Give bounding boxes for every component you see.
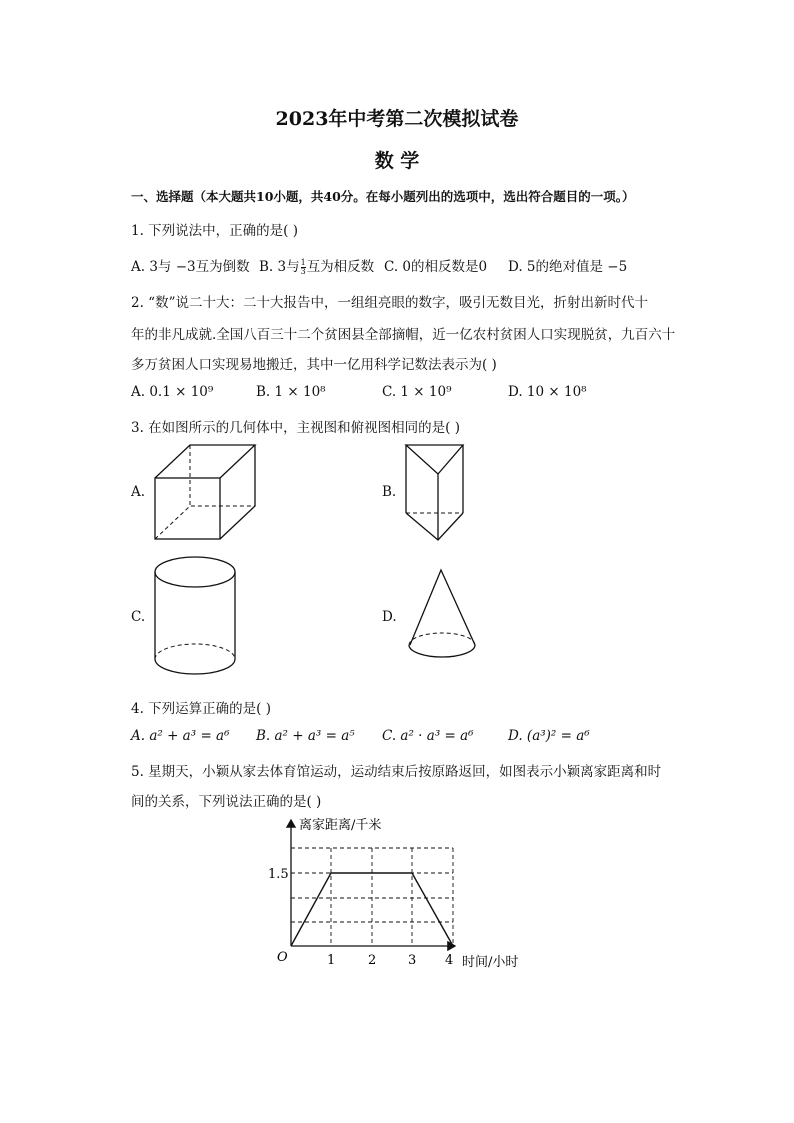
q1-option-d: D. 5的绝对值是 −5 (508, 259, 628, 275)
question-2-line-2: 年的非凡成就.全国八百三十二个贫困县全部摘帽，近一亿农村贫困人口实现脱贫，九百六十 (131, 327, 676, 343)
x-axis-label: 时间/小时 (462, 955, 519, 970)
cone-icon (400, 565, 485, 665)
question-5-line-1: 5. 星期天，小颖从家去体育馆运动，运动结束后按原路返回，如图表示小颖离家距离和时 (131, 764, 662, 780)
question-3-stem: 3. 在如图所示的几何体中，主视图和俯视图相同的是( ) (131, 420, 460, 436)
q4-option-d: D. (a³)² = a⁶ (508, 728, 590, 744)
q1-option-b-post: 互为相反数 (306, 259, 375, 275)
x-tick-label: 2 (368, 953, 377, 968)
fraction-numerator: 1 (300, 258, 306, 267)
q4-option-a: A. a² + a³ = a⁶ (131, 728, 230, 744)
q3-label-b: B. (382, 484, 397, 500)
question-2-line-1: 2. “数”说二十大：二十大报告中，一组组亮眼的数字，吸引无数目光，折射出新时代十 (131, 295, 648, 311)
exam-title: 2023年中考第二次模拟试卷 (275, 108, 519, 130)
q1-option-c: C. 0的相反数是0 (384, 259, 488, 275)
q2-option-a: A. 0.1 × 10⁹ (131, 384, 214, 400)
x-tick-label: 1 (327, 953, 336, 968)
x-tick-label: 3 (408, 953, 417, 968)
q3-label-c: C. (131, 609, 146, 625)
q1-option-b-pre: B. 3与 (259, 259, 300, 275)
question-2-line-3: 多万贫困人口实现易地搬迁，其中一亿用科学记数法表示为( ) (131, 357, 497, 373)
question-1-stem: 1. 下列说法中，正确的是( ) (131, 223, 298, 239)
x-tick-label: 4 (445, 953, 454, 968)
y-axis-label: 离家距离/千米 (299, 818, 382, 833)
q2-option-c: C. 1 × 10⁹ (382, 384, 452, 400)
triangular-prism-icon (400, 442, 470, 542)
q3-label-a: A. (131, 484, 146, 500)
q3-label-d: D. (382, 609, 397, 625)
q1-fraction (301, 259, 306, 276)
q2-option-d: D. 10 × 10⁸ (508, 384, 587, 400)
q1-option-b (259, 255, 374, 276)
section-heading: 一、选择题（本大题共10小题，共40分。在每小题列出的选项中，选出符合题目的一项。） (131, 189, 635, 204)
y-tick-label: 1.5 (268, 867, 289, 882)
fraction-denominator: 3 (300, 267, 306, 276)
origin-label: O (277, 950, 288, 965)
distance-time-graph (265, 812, 540, 972)
q4-option-b: B. a² + a³ = a⁵ (256, 728, 355, 744)
q4-option-c: C. a² · a³ = a⁶ (382, 728, 474, 744)
question-5-line-2: 间的关系，下列说法正确的是( ) (131, 794, 322, 810)
cube-icon (150, 440, 260, 545)
question-4-stem: 4. 下列运算正确的是( ) (131, 701, 271, 717)
q1-option-a: A. 3与 −3互为倒数 (131, 259, 250, 275)
grid-lines (291, 848, 453, 946)
q2-option-b: B. 1 × 10⁸ (256, 384, 326, 400)
subject-title: 数 学 (374, 150, 420, 172)
cylinder-icon (150, 553, 240, 679)
